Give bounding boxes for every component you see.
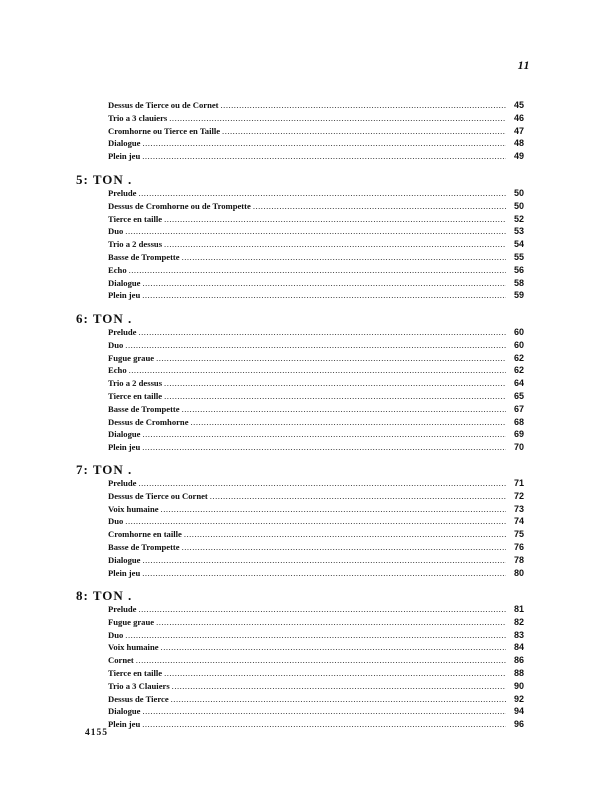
entry-title: Duo: [108, 629, 124, 640]
entry-page-number: 50: [513, 188, 524, 198]
entry-page-number: 62: [513, 352, 524, 363]
entry-title: Echo: [108, 264, 127, 275]
toc-entry: [108, 490, 524, 503]
entry-title: Plein jeu: [108, 442, 141, 453]
toc-entry: [108, 364, 524, 377]
toc-entry: [108, 528, 524, 541]
entry-page-number: 88: [513, 667, 524, 678]
toc-entry: [108, 416, 524, 429]
section-6-ton-entry-list: [108, 326, 524, 454]
entry-title: Cromhorne en taille: [108, 529, 182, 540]
entry-title: Fugue graue: [108, 616, 155, 627]
entry-page-number: 78: [513, 554, 524, 565]
section-7-ton-entry-list: [108, 477, 524, 579]
entry-page-number: 81: [513, 604, 524, 614]
entry-title: Dessus de Cromhorne: [108, 416, 189, 427]
dot-leader: [182, 541, 506, 554]
entry-title: Plein jeu: [108, 151, 141, 162]
dot-leader: [182, 251, 506, 264]
entry-title: Dessus de Tierce: [108, 693, 169, 704]
entry-page-number: 53: [513, 226, 524, 237]
entry-title: Dialogue: [108, 429, 141, 440]
dot-leader: [210, 490, 506, 503]
section-heading-7-ton: 7: TON .: [76, 462, 133, 477]
section-5-ton-entry-list: [108, 187, 524, 302]
entry-page-number: 54: [513, 239, 524, 250]
dot-leader: [129, 364, 506, 377]
dot-leader: [138, 477, 506, 490]
toc-entry: [108, 326, 524, 339]
entry-title: Cromhorne ou Tierce en Taille: [108, 125, 221, 136]
dot-leader: [221, 99, 506, 112]
dot-leader: [125, 515, 506, 528]
dot-leader: [142, 150, 506, 163]
entry-page-number: 69: [513, 429, 524, 440]
toc-entry: [108, 693, 524, 706]
entry-page-number: 76: [513, 541, 524, 552]
entry-page-number: 50: [513, 200, 524, 211]
dot-leader: [142, 705, 506, 718]
dot-leader: [161, 503, 506, 516]
dot-leader: [191, 416, 506, 429]
toc-entry: [108, 428, 524, 441]
toc-entry: [108, 225, 524, 238]
entry-title: Plein jeu: [108, 290, 141, 301]
toc-entry: [108, 616, 524, 629]
entry-title: Prelude: [108, 478, 137, 488]
section-heading-8-ton: 8: TON .: [76, 588, 133, 603]
entry-page-number: 75: [513, 529, 524, 540]
entry-title: Basse de Trompette: [108, 541, 180, 552]
dot-leader: [138, 187, 506, 200]
entry-page-number: 52: [513, 213, 524, 224]
dot-leader: [156, 352, 506, 365]
toc-entry: [108, 377, 524, 390]
continuation-entry-list: [108, 99, 524, 163]
dot-leader: [142, 277, 506, 290]
toc-entry: [108, 441, 524, 454]
dot-leader: [171, 693, 506, 706]
toc-entry: [108, 629, 524, 642]
entry-title: Voix humaine: [108, 642, 159, 653]
dot-leader: [142, 554, 506, 567]
entry-title: Echo: [108, 365, 127, 376]
dot-leader: [129, 264, 506, 277]
toc-entry: [108, 603, 524, 616]
entry-title: Trio a 2 dessus: [108, 239, 163, 250]
section-8-ton-entry-list: [108, 603, 524, 731]
toc-entry: [108, 150, 524, 163]
entry-page-number: 73: [513, 503, 524, 514]
toc-entry: [108, 705, 524, 718]
dot-leader: [142, 441, 506, 454]
entry-page-number: 83: [513, 629, 524, 640]
entry-title: Dessus de Cromhorne ou de Trompette: [108, 200, 251, 211]
toc-entry: [108, 718, 524, 731]
entry-page-number: 55: [513, 251, 524, 262]
entry-page-number: 58: [513, 277, 524, 288]
entry-title: Duo: [108, 226, 124, 237]
dot-leader: [136, 654, 506, 667]
entry-page-number: 94: [513, 706, 524, 717]
toc-entry: [108, 137, 524, 150]
page-number: 11: [517, 58, 530, 72]
dot-leader: [142, 428, 506, 441]
entry-title: Dialogue: [108, 554, 141, 565]
entry-page-number: 47: [513, 125, 524, 136]
dot-leader: [138, 603, 506, 616]
entry-title: Basse de Trompette: [108, 403, 180, 414]
dot-leader: [164, 377, 506, 390]
toc-entry: [108, 112, 524, 125]
entry-page-number: 86: [513, 655, 524, 666]
entry-page-number: 64: [513, 378, 524, 389]
toc-entry: [108, 352, 524, 365]
dot-leader: [142, 137, 506, 150]
dot-leader: [184, 528, 506, 541]
entry-page-number: 59: [513, 290, 524, 301]
entry-title: Duo: [108, 339, 124, 350]
dot-leader: [182, 403, 506, 416]
toc-entry: [108, 567, 524, 580]
entry-page-number: 90: [513, 680, 524, 691]
toc-entry: [108, 200, 524, 213]
entry-page-number: 72: [513, 490, 524, 501]
entry-title: Trio a 3 Clauiers: [108, 680, 170, 691]
dot-leader: [164, 390, 506, 403]
dot-leader: [125, 629, 506, 642]
toc-entry: [108, 264, 524, 277]
entry-page-number: 70: [513, 442, 524, 453]
entry-title: Tierce en taille: [108, 667, 163, 678]
toc-entry: [108, 515, 524, 528]
entry-page-number: 60: [513, 327, 524, 337]
dot-leader: [169, 112, 506, 125]
toc-entry: [108, 213, 524, 226]
dot-leader: [164, 667, 506, 680]
dot-leader: [164, 238, 506, 251]
entry-page-number: 49: [513, 151, 524, 162]
entry-page-number: 56: [513, 264, 524, 275]
entry-title: Prelude: [108, 327, 137, 337]
dot-leader: [138, 326, 506, 339]
toc-entry: [108, 667, 524, 680]
dot-leader: [164, 213, 506, 226]
entry-title: Trio a 2 dessus: [108, 378, 163, 389]
dot-leader: [253, 200, 506, 213]
dot-leader: [125, 225, 506, 238]
section-heading-6-ton: 6: TON .: [76, 311, 133, 326]
entry-title: Dessus de Tierce ou de Cornet: [108, 100, 219, 110]
dot-leader: [161, 641, 506, 654]
entry-title: Basse de Trompette: [108, 251, 180, 262]
entry-title: Prelude: [108, 188, 137, 198]
toc-entry: [108, 641, 524, 654]
toc-entry: [108, 403, 524, 416]
entry-title: Dialogue: [108, 138, 141, 149]
entry-title: Tierce en taille: [108, 213, 163, 224]
toc-entry: [108, 339, 524, 352]
entry-page-number: 67: [513, 403, 524, 414]
entry-page-number: 46: [513, 112, 524, 123]
toc-entry: [108, 289, 524, 302]
toc-entry: [108, 554, 524, 567]
toc-entry: [108, 238, 524, 251]
entry-page-number: 92: [513, 693, 524, 704]
entry-page-number: 45: [513, 100, 524, 110]
entry-page-number: 80: [513, 567, 524, 578]
entry-title: Duo: [108, 516, 124, 527]
dot-leader: [142, 567, 506, 580]
entry-title: Dialogue: [108, 706, 141, 717]
entry-page-number: 71: [513, 478, 524, 488]
toc-entry: [108, 251, 524, 264]
entry-title: Fugue graue: [108, 352, 155, 363]
entry-page-number: 96: [513, 719, 524, 730]
section-heading-5-ton: 5: TON .: [76, 172, 133, 187]
plate-number: 4155: [85, 728, 108, 738]
entry-title: Voix humaine: [108, 503, 159, 514]
dot-leader: [125, 339, 506, 352]
dot-leader: [142, 289, 506, 302]
entry-title: Dialogue: [108, 277, 141, 288]
toc-entry: [108, 99, 524, 112]
toc-entry: [108, 477, 524, 490]
toc-entry: [108, 654, 524, 667]
entry-title: Plein jeu: [108, 567, 141, 578]
entry-page-number: 65: [513, 390, 524, 401]
entry-title: Trio a 3 clauiers: [108, 112, 168, 123]
entry-page-number: 62: [513, 365, 524, 376]
toc-entry: [108, 277, 524, 290]
dot-leader: [222, 125, 506, 138]
toc-entry: [108, 680, 524, 693]
entry-page-number: 48: [513, 138, 524, 149]
dot-leader: [172, 680, 506, 693]
entry-title: Tierce en taille: [108, 390, 163, 401]
toc-entry: [108, 187, 524, 200]
entry-page-number: 84: [513, 642, 524, 653]
toc-entry: [108, 125, 524, 138]
dot-leader: [142, 718, 506, 731]
entry-page-number: 68: [513, 416, 524, 427]
entry-title: Plein jeu: [108, 719, 141, 730]
entry-page-number: 60: [513, 339, 524, 350]
entry-title: Dessus de Tierce ou Cornet: [108, 490, 208, 501]
toc-entry: [108, 503, 524, 516]
toc-entry: [108, 390, 524, 403]
entry-title: Cornet: [108, 655, 134, 666]
entry-page-number: 74: [513, 516, 524, 527]
dot-leader: [156, 616, 506, 629]
entry-title: Prelude: [108, 604, 137, 614]
toc-entry: [108, 541, 524, 554]
entry-page-number: 82: [513, 616, 524, 627]
